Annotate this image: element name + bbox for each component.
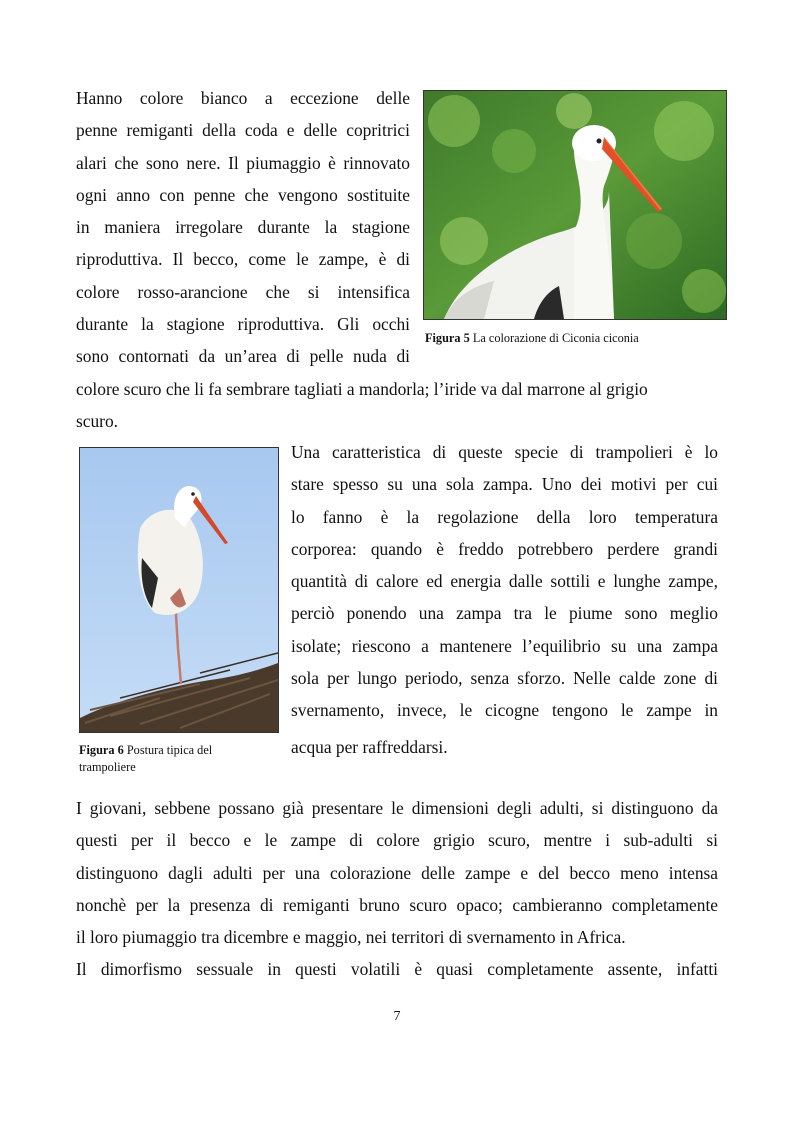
text-line: riproduttiva. Il becco, come le zampe, è di <box>76 249 410 270</box>
text-line: acqua per raffreddarsi. <box>291 736 448 757</box>
text-line: Una caratteristica di queste specie di trampolieri è lo <box>291 442 718 462</box>
figure-6-image <box>79 447 279 733</box>
text-line: ogni anno con penne che vengono sostituite <box>76 184 410 205</box>
figure-5-caption <box>425 330 725 347</box>
page-number: 7 <box>393 1009 401 1024</box>
figure-6-caption <box>79 742 279 776</box>
text-line: nonchè per la presenza di remiganti bruno scuro opaco; cambieranno completamente <box>76 894 718 915</box>
text-line: stare spesso su una sola zampa. Uno dei motivi per cui <box>291 474 718 495</box>
text-line: svernamento, invece, le cicogne tengono le zampe in <box>291 700 718 721</box>
text-line: in maniera irregolare durante la stagione <box>76 217 410 238</box>
figure-6-caption-text: Postura tipica del <box>126 743 213 757</box>
figure-6-label: Figura 6 <box>79 743 124 757</box>
text-line: alari che sono nere. Il piumaggio è rinnovato <box>76 152 410 173</box>
text-line: quantità di calore ed energia dalle sottili e lunghe zampe, <box>291 571 718 592</box>
figure-5-image <box>423 90 727 320</box>
figure-6-caption-text: trampoliere <box>79 760 136 774</box>
text-line: isolate; riescono a mantenere l’equilibrio su una zampa <box>291 635 718 656</box>
text-line: sola per lungo periodo, senza sforzo. Nelle calde zone di <box>291 668 718 689</box>
text-line: scuro. <box>76 411 119 432</box>
text-line: penne remiganti della coda e delle copritrici <box>76 120 410 141</box>
text-line: Hanno colore bianco a eccezione delle <box>76 88 410 108</box>
stork-on-nest-illustration <box>80 448 278 732</box>
text-line: colore rosso-arancione che si intensifica <box>76 281 410 302</box>
text-line: il loro piumaggio tra dicembre e maggio, nei territori di svernamento in Africa. <box>76 927 626 948</box>
text-line: durante la stagione riproduttiva. Gli occhi <box>76 314 410 335</box>
paragraph-juveniles <box>76 792 718 986</box>
stork-photo-illustration <box>424 91 726 319</box>
text-line: questi per il becco e le zampe di colore grigio scuro, mentre i sub-adulti si <box>76 830 718 851</box>
paragraph-coloration <box>76 82 410 373</box>
text-line: perciò ponendo una zampa tra le piume sono meglio <box>291 603 718 624</box>
paragraph-coloration-continued <box>76 373 718 438</box>
text-line: I giovani, sebbene possano già presentare le dimensioni degli adulti, si distinguono da <box>76 798 718 818</box>
text-line: Il dimorfismo sessuale in questi volatili è quasi completamente assente, infatti <box>76 959 718 980</box>
figure-5-label: Figura 5 <box>425 331 470 345</box>
text-line: colore scuro che li fa sembrare tagliati a mandorla; l’iride va dal marrone al grigio <box>76 379 648 399</box>
figure-5-caption-text: La colorazione di Ciconia ciconia <box>472 331 639 345</box>
text-line: corporea: quando è freddo potrebbero perdere grandi <box>291 538 718 559</box>
text-line: distinguono dagli adulti per una colorazione delle zampe e del becco meno intensa <box>76 862 718 883</box>
text-line: sono contornati da un’area di pelle nuda di <box>76 346 410 367</box>
text-line: lo fanno è la regolazione della loro temperatura <box>291 506 718 527</box>
paragraph-one-leg-posture <box>291 436 718 763</box>
